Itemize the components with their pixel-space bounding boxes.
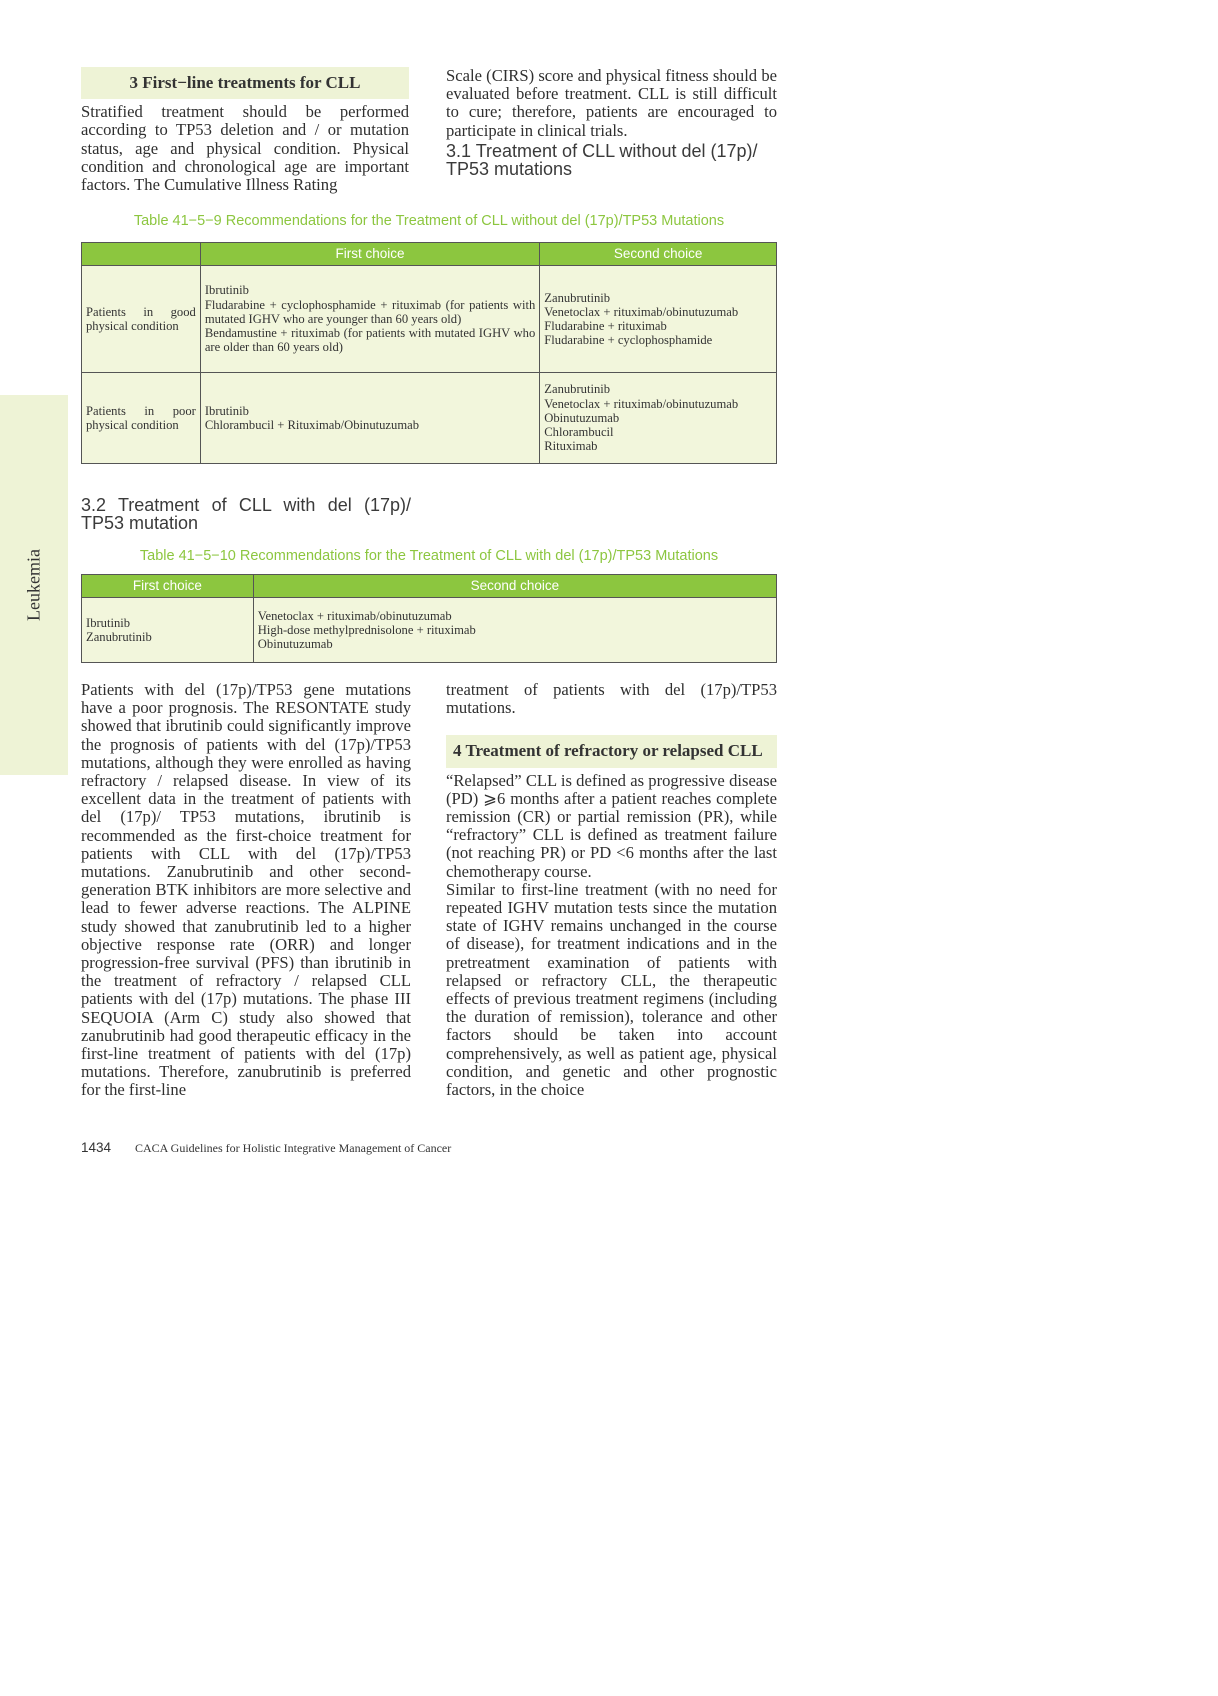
section-3-paragraph-left: Stratified treatment should be performed according to TP53 deletion and / or mutation status, age and physical condition. Physical condition and chronological age are important factors. The Cumulative Illness Rating: [81, 102, 409, 195]
list-item: Zanubrutinib: [86, 630, 152, 644]
list-item: Fludarabine + cyclophosphamide + rituximab (for patients with mutated IGHV who are younger than 60 years old): [204, 297, 536, 326]
table-row: [82, 373, 777, 464]
table-1-row-2-second: [540, 373, 777, 464]
list-item: Obinutuzumab: [257, 637, 333, 652]
list-item: Obinutuzumab: [544, 410, 620, 425]
list-item: Zanubrutinib: [544, 290, 611, 305]
subsection-3-2-heading: 3.2 Treatment of CLL with del (17p)/ TP53 mutation: [81, 495, 411, 533]
table-2-caption: Table 41−5−10 Recommendations for the Treatment of CLL with del (17p)/TP53 Mutations: [139, 548, 719, 564]
list-item: Bendamustine + rituximab (for patients with mutated IGHV who are older than 60 years old): [204, 326, 536, 355]
list-item: Venetoclax + rituximab/obinutuzumab: [257, 608, 452, 623]
list-item: Ibrutinib: [204, 283, 249, 298]
section-4-paragraph-1: “Relapsed” CLL is defined as progressive disease (PD) ⩾6 months after a patient reaches complete remission (CR) or partial remission (PR), while “refractory” CLL is defined as treatment failure (not reaching PR) or PD <6 months after the last chemotherapy course.: [446, 770, 777, 881]
running-title: CACA Guidelines for Holistic Integrative Management of Cancer: [135, 1141, 452, 1155]
list-item: Rituximab: [544, 439, 598, 454]
table-1-header-row: [82, 243, 777, 266]
list-item: Ibrutinib: [86, 615, 131, 630]
table-1-row-2-group: Patients in poor physical condition: [82, 373, 201, 464]
section-4-heading: 4 Treatment of refractory or relapsed CLL: [446, 735, 777, 767]
table-2: [81, 574, 777, 663]
list-item: Ibrutinib: [204, 403, 249, 418]
list-item: Zanubrutinib: [544, 382, 611, 397]
table-row: [82, 598, 777, 663]
list-item: Chlorambucil: [544, 425, 614, 440]
table-1: [81, 242, 777, 464]
top-right-column: [446, 67, 777, 178]
table-1-row-1-group: Patients in good physical condition: [82, 266, 201, 373]
subsection-3-1-heading: 3.1 Treatment of CLL without del (17p)/ TP53 mutations: [446, 140, 758, 179]
table-2-header-row: [82, 575, 777, 598]
list-item: High-dose methylprednisolone + rituximab: [257, 622, 476, 637]
table-2-header-second-choice: Second choice: [253, 575, 776, 598]
list-item: Venetoclax + rituximab/obinutuzumab: [544, 396, 739, 411]
table-1-row-1-second: [540, 266, 777, 373]
table-2-header-first-choice: First choice: [82, 575, 254, 598]
table-2-second: [253, 598, 776, 663]
list-item: Chlorambucil + Rituximab/Obinutuzumab: [204, 418, 420, 432]
section-3-paragraph-right: Scale (CIRS) score and physical fitness should be evaluated before treatment. CLL is still difficult to cure; therefore, patients are encouraged to participate in clinical trials.: [446, 66, 777, 140]
bottom-left-column: [81, 681, 411, 1100]
page-number: 1434: [81, 1140, 112, 1155]
table-1-caption: Table 41−5−9 Recommendations for the Treatment of CLL without del (17p)/TP53 Mutations: [133, 213, 725, 229]
body-right-intro: treatment of patients with del (17p)/TP53 mutations.: [446, 680, 777, 718]
table-1-row-1-first: [200, 266, 539, 373]
side-tab-text: Leukemia: [23, 549, 44, 621]
section-4-paragraph-2: Similar to first-line treatment (with no need for repeated IGHV mutation tests since the mutation state of IGHV remains unchanged in the course of disease), for treatment indications and in the pretreatment examination of patients with relapsed or refractory CLL, the therapeutic effects of previous treatment regimens (including the duration of remission), tolerance and other factors should be taken into account comprehensively, as well as patient age, physical condition, and genetic and other prognostic factors, in the choice: [446, 879, 777, 1100]
section-3-heading: 3 First−line treatments for CLL: [81, 67, 409, 99]
table-1-header-empty: [82, 243, 201, 266]
table-2-first: [82, 598, 254, 663]
bottom-right-column: [446, 681, 777, 1099]
list-item: Venetoclax + rituximab/obinutuzumab: [544, 304, 739, 319]
table-1-header-first-choice: First choice: [200, 243, 539, 266]
list-item: Fludarabine + rituximab: [544, 319, 667, 333]
table-1-row-2-first: [200, 373, 539, 464]
table-row: [82, 266, 777, 373]
top-left-column: [81, 67, 409, 194]
list-item: Fludarabine + cyclophosphamide: [544, 333, 713, 348]
table-1-header-second-choice: Second choice: [540, 243, 777, 266]
body-left-paragraph: Patients with del (17p)/TP53 gene mutations have a poor prognosis. The RESONTATE study showed that ibrutinib could significantly improve the prognosis of patients with del (17p)/TP53 mutations, although they were enrolled as having refractory / relapsed disease. In view of its excellent data in the treatment of patients with del (17p)/ TP53 mutations, ibrutinib is recommended as the first-choice treatment for patients with CLL with del (17p)/TP53 mutations. Zanubrutinib and other second-generation BTK inhibitors are more selective and lead to fewer adverse reactions. The ALPINE study showed that zanubrutinib led to a higher objective response rate (ORR) and longer progression-free survival (PFS) than ibrutinib in the treatment of refractory / relapsed CLL patients with del (17p) mutations. The phase III SEQUOIA (Arm C) study also showed that zanubrutinib had good therapeutic efficacy in the first-line treatment of patients with del (17p) mutations. Therefore, zanubrutinib is preferred for the first-line: [81, 680, 411, 1100]
